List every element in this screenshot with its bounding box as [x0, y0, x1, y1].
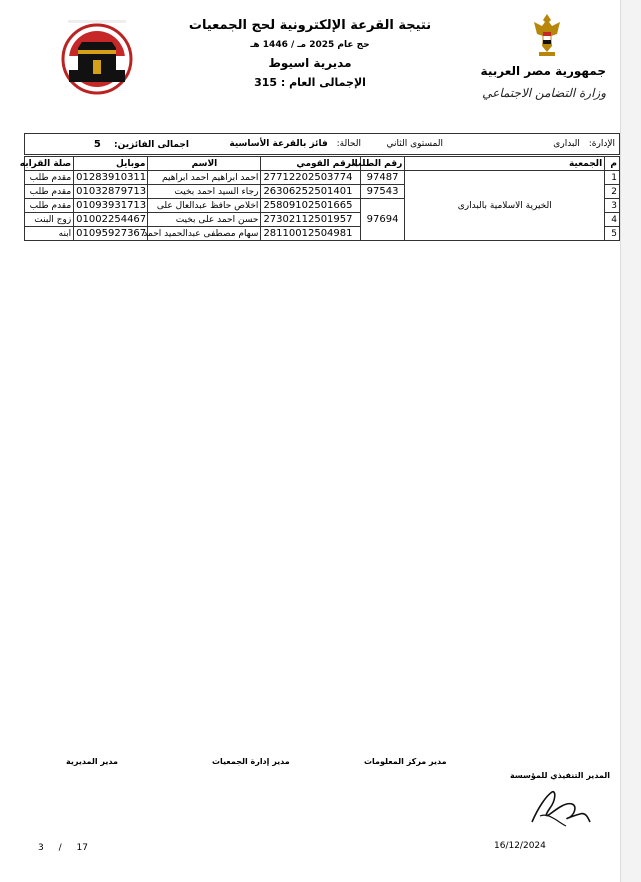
- cell-num: 2: [605, 185, 620, 199]
- header-num: م: [605, 157, 620, 171]
- cell-num: 3: [605, 199, 620, 213]
- directorate-manager-label: مدير المديرية: [66, 757, 118, 766]
- page-total: 17: [76, 843, 88, 853]
- cell-national-id: 27712202503774: [261, 171, 360, 185]
- level-field: المستوى الثاني: [386, 139, 443, 149]
- winners-field: [94, 139, 189, 150]
- page-separator: /: [58, 843, 62, 853]
- directorate-name: مديرية اسيوط: [268, 56, 352, 70]
- header-name: الاسم: [148, 157, 261, 171]
- cell-relation: مقدم طلب: [25, 199, 74, 213]
- status-label: الحالة:: [336, 139, 361, 149]
- cell-relation: ابنه: [25, 227, 74, 241]
- admin-label: الإدارة:: [588, 139, 615, 149]
- document-title: نتيجة القرعة الإلكترونية لحج الجمعيات: [188, 18, 432, 33]
- info-center-manager-label: مدير مركز المعلومات: [364, 757, 447, 766]
- cell-mobile: 01032879713: [74, 185, 148, 199]
- header-association: الجمعية: [405, 157, 605, 171]
- cell-mobile: 01095927367: [74, 227, 148, 241]
- ministry-logo: [480, 12, 606, 112]
- handwritten-signature-icon: [528, 786, 594, 830]
- winners-label: اجمالى الفائزين:: [114, 140, 189, 150]
- cell-request: 97543: [360, 185, 405, 199]
- executive-director-label: المدير التنفيذي للمؤسسة: [510, 771, 611, 780]
- filter-info-bar: [24, 133, 620, 155]
- admin-value: البدارى: [553, 139, 580, 149]
- table-header-row: [25, 157, 620, 171]
- header-request: رقم الطلب: [360, 157, 405, 171]
- page-indicator: [38, 843, 88, 853]
- status-field: [229, 139, 361, 149]
- eagle-emblem-icon: [532, 12, 562, 58]
- document-subtitle: حج عام 2025 مـ / 1446 هـ: [250, 40, 370, 50]
- cell-association: الخيرية الاسلامية بالبدارى: [405, 171, 605, 241]
- cell-mobile: 01002254467: [74, 213, 148, 227]
- cell-num: 4: [605, 213, 620, 227]
- cell-relation: مقدم طلب: [25, 185, 74, 199]
- cell-national-id: 26306252501401: [261, 185, 360, 199]
- page-edge: [620, 0, 641, 882]
- winners-value: 5: [93, 139, 101, 150]
- page-current: 3: [38, 843, 44, 853]
- header-relation: صلة القرابه: [25, 157, 74, 171]
- admin-field: [553, 139, 615, 149]
- cell-mobile: 01283910311: [74, 171, 148, 185]
- cell-name: احمد ابراهيم احمد ابراهيم: [148, 171, 261, 185]
- cell-relation: مقدم طلب: [25, 171, 74, 185]
- cell-mobile: 01093931713: [74, 199, 148, 213]
- cell-national-id: 25809102501665: [261, 199, 360, 213]
- cell-national-id: 27302112501957: [261, 213, 360, 227]
- kaaba-seal-icon: [60, 12, 134, 106]
- ministry-line-1: جمهورية مصر العربية: [480, 64, 606, 78]
- cell-name: سهام مصطفى عبدالحميد احمد: [148, 227, 261, 241]
- grand-total-label: الإجمالى العام :: [280, 76, 366, 89]
- print-date: 16/12/2024: [494, 841, 546, 851]
- cell-num: 5: [605, 227, 620, 241]
- grand-total: [250, 76, 370, 89]
- cell-name: اخلاص حافظ عبدالعال على: [148, 199, 261, 213]
- header-mobile: موبايل: [74, 157, 148, 171]
- cell-request: 97694: [360, 199, 405, 241]
- winners-table: [19, 156, 620, 241]
- assoc-admin-manager-label: مدير إدارة الجمعيات: [212, 757, 290, 766]
- status-value: فائز بالقرعة الأساسية: [229, 139, 328, 149]
- cell-national-id: 28110012504981: [261, 227, 360, 241]
- cell-relation: زوج البنت: [25, 213, 74, 227]
- ministry-line-2: وزارة التضامن الاجتماعي: [482, 86, 606, 100]
- cell-request: 97487: [360, 171, 405, 185]
- table-row: [25, 171, 620, 185]
- cell-name: رجاء السيد احمد بخيت: [148, 185, 261, 199]
- cell-name: حسن احمد على بخيت: [148, 213, 261, 227]
- cell-num: 1: [605, 171, 620, 185]
- grand-total-value: 315: [254, 76, 278, 89]
- header-national-id: الرقم القومي: [261, 157, 360, 171]
